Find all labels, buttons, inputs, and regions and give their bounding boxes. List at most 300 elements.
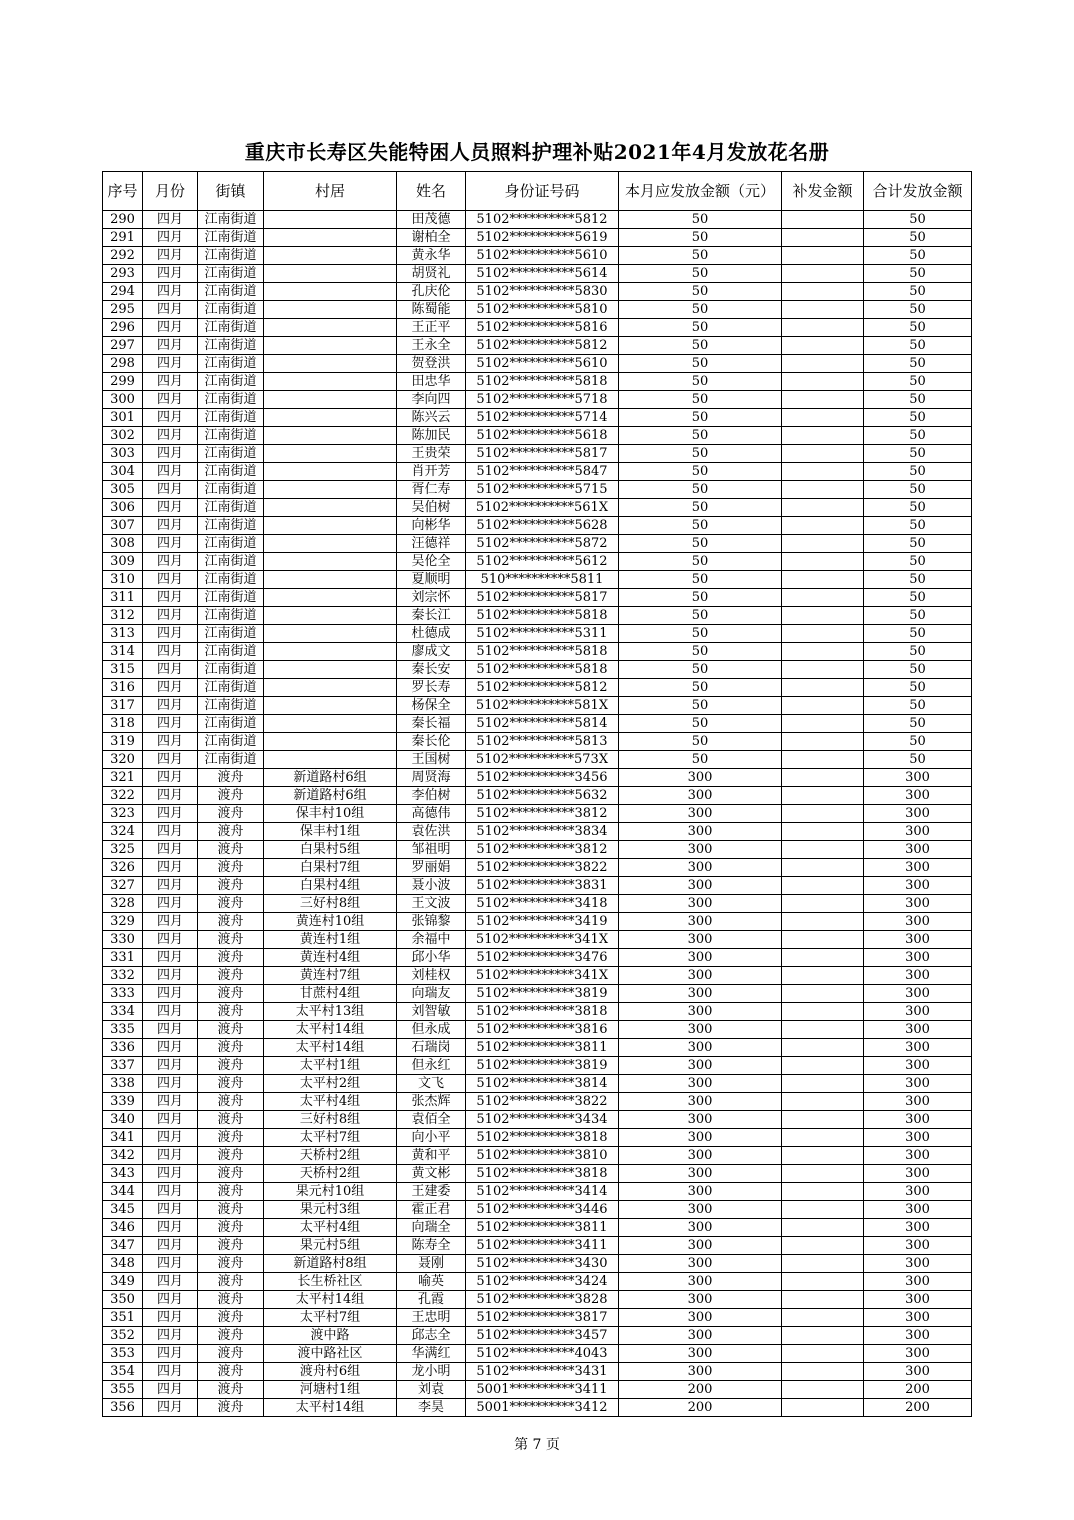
cell-town: 渡舟 [198, 1201, 264, 1219]
cell-village: 太平村7组 [264, 1309, 397, 1327]
cell-town: 渡舟 [198, 769, 264, 787]
cell-monthly-amount: 50 [619, 643, 782, 661]
cell-total: 300 [864, 1309, 972, 1327]
cell-month: 四月 [143, 787, 198, 805]
cell-town: 渡舟 [198, 1237, 264, 1255]
cell-village: 太平村14组 [264, 1399, 397, 1417]
cell-town: 渡舟 [198, 1363, 264, 1381]
cell-month: 四月 [143, 517, 198, 535]
cell-monthly-amount: 300 [619, 787, 782, 805]
cell-id-number: 5102**********561X [466, 499, 619, 517]
cell-name: 汪德祥 [397, 535, 466, 553]
cell-month: 四月 [143, 1363, 198, 1381]
cell-village: 黄连村1组 [264, 931, 397, 949]
table-row [103, 931, 972, 949]
cell-name: 向瑞友 [397, 985, 466, 1003]
cell-supplement [782, 337, 864, 355]
cell-monthly-amount: 300 [619, 1057, 782, 1075]
cell-month: 四月 [143, 823, 198, 841]
cell-month: 四月 [143, 409, 198, 427]
cell-index: 315 [103, 661, 143, 679]
cell-total: 300 [864, 931, 972, 949]
cell-supplement [782, 949, 864, 967]
cell-index: 342 [103, 1147, 143, 1165]
cell-town: 渡舟 [198, 1111, 264, 1129]
cell-index: 300 [103, 391, 143, 409]
cell-index: 290 [103, 211, 143, 229]
cell-month: 四月 [143, 481, 198, 499]
cell-name: 余福中 [397, 931, 466, 949]
cell-supplement [782, 1183, 864, 1201]
cell-monthly-amount: 50 [619, 355, 782, 373]
cell-name: 胡贤礼 [397, 265, 466, 283]
cell-id-number: 5102**********3818 [466, 1165, 619, 1183]
cell-index: 344 [103, 1183, 143, 1201]
cell-monthly-amount: 300 [619, 1129, 782, 1147]
table-row [103, 769, 972, 787]
cell-total: 50 [864, 751, 972, 769]
cell-id-number: 5001**********3411 [466, 1381, 619, 1399]
cell-name: 王国树 [397, 751, 466, 769]
cell-index: 331 [103, 949, 143, 967]
table-row [103, 463, 972, 481]
cell-id-number: 5102**********5847 [466, 463, 619, 481]
cell-name: 张杰辉 [397, 1093, 466, 1111]
cell-id-number: 5102**********3430 [466, 1255, 619, 1273]
cell-index: 322 [103, 787, 143, 805]
cell-town: 江南街道 [198, 409, 264, 427]
cell-village: 太平村14组 [264, 1021, 397, 1039]
cell-supplement [782, 409, 864, 427]
cell-total: 300 [864, 1129, 972, 1147]
cell-village: 三好村8组 [264, 895, 397, 913]
cell-total: 300 [864, 859, 972, 877]
cell-monthly-amount: 300 [619, 1255, 782, 1273]
cell-index: 305 [103, 481, 143, 499]
cell-village: 太平村4组 [264, 1093, 397, 1111]
cell-id-number: 5102**********3457 [466, 1327, 619, 1345]
cell-total: 50 [864, 535, 972, 553]
cell-monthly-amount: 300 [619, 859, 782, 877]
cell-month: 四月 [143, 337, 198, 355]
cell-month: 四月 [143, 841, 198, 859]
cell-id-number: 5102**********5816 [466, 319, 619, 337]
cell-village: 白果村5组 [264, 841, 397, 859]
cell-town: 渡舟 [198, 1039, 264, 1057]
cell-town: 江南街道 [198, 589, 264, 607]
cell-supplement [782, 805, 864, 823]
table-row [103, 517, 972, 535]
cell-name: 吴伯树 [397, 499, 466, 517]
cell-village [264, 589, 397, 607]
cell-village [264, 265, 397, 283]
cell-index: 297 [103, 337, 143, 355]
cell-name: 向瑞全 [397, 1219, 466, 1237]
cell-supplement [782, 877, 864, 895]
cell-monthly-amount: 50 [619, 607, 782, 625]
cell-monthly-amount: 300 [619, 1147, 782, 1165]
table-row [103, 625, 972, 643]
cell-supplement [782, 967, 864, 985]
cell-month: 四月 [143, 427, 198, 445]
cell-supplement [782, 607, 864, 625]
table-row [103, 787, 972, 805]
cell-month: 四月 [143, 355, 198, 373]
cell-village: 黄连村7组 [264, 967, 397, 985]
cell-id-number: 5102**********3822 [466, 1093, 619, 1111]
cell-supplement [782, 859, 864, 877]
cell-month: 四月 [143, 877, 198, 895]
cell-monthly-amount: 300 [619, 1273, 782, 1291]
cell-total: 50 [864, 301, 972, 319]
cell-index: 313 [103, 625, 143, 643]
roster-table [102, 171, 972, 1417]
cell-index: 339 [103, 1093, 143, 1111]
cell-monthly-amount: 300 [619, 841, 782, 859]
cell-month: 四月 [143, 1291, 198, 1309]
cell-monthly-amount: 50 [619, 697, 782, 715]
cell-village: 白果村4组 [264, 877, 397, 895]
cell-id-number: 5102**********3818 [466, 1003, 619, 1021]
cell-index: 349 [103, 1273, 143, 1291]
cell-supplement [782, 247, 864, 265]
table-row [103, 985, 972, 1003]
cell-village: 甘蔗村4组 [264, 985, 397, 1003]
cell-town: 江南街道 [198, 571, 264, 589]
cell-id-number: 5102**********3418 [466, 895, 619, 913]
cell-village: 新道路村8组 [264, 1255, 397, 1273]
cell-index: 316 [103, 679, 143, 697]
cell-id-number: 5102**********3834 [466, 823, 619, 841]
cell-supplement [782, 553, 864, 571]
cell-month: 四月 [143, 931, 198, 949]
cell-supplement [782, 319, 864, 337]
cell-name: 向彬华 [397, 517, 466, 535]
cell-monthly-amount: 300 [619, 1111, 782, 1129]
cell-month: 四月 [143, 247, 198, 265]
cell-id-number: 5102**********5818 [466, 373, 619, 391]
col-header-town: 街镇 [198, 172, 264, 211]
cell-monthly-amount: 300 [619, 1201, 782, 1219]
cell-town: 渡舟 [198, 805, 264, 823]
cell-index: 295 [103, 301, 143, 319]
cell-monthly-amount: 300 [619, 931, 782, 949]
cell-id-number: 5102**********5818 [466, 607, 619, 625]
cell-village: 果元村10组 [264, 1183, 397, 1201]
cell-village [264, 535, 397, 553]
cell-supplement [782, 265, 864, 283]
cell-index: 323 [103, 805, 143, 823]
cell-total: 50 [864, 499, 972, 517]
cell-total: 50 [864, 661, 972, 679]
col-header-total: 合计发放金额 [864, 172, 972, 211]
table-row [103, 805, 972, 823]
cell-id-number: 5102**********3822 [466, 859, 619, 877]
cell-village [264, 409, 397, 427]
cell-name: 罗丽娟 [397, 859, 466, 877]
cell-monthly-amount: 300 [619, 1219, 782, 1237]
cell-month: 四月 [143, 535, 198, 553]
cell-name: 聂刚 [397, 1255, 466, 1273]
cell-town: 江南街道 [198, 391, 264, 409]
cell-month: 四月 [143, 1003, 198, 1021]
table-row [103, 661, 972, 679]
cell-name: 袁佰全 [397, 1111, 466, 1129]
table-row [103, 967, 972, 985]
cell-index: 298 [103, 355, 143, 373]
cell-month: 四月 [143, 661, 198, 679]
cell-supplement [782, 751, 864, 769]
cell-village [264, 247, 397, 265]
cell-id-number: 5102**********5872 [466, 535, 619, 553]
cell-index: 317 [103, 697, 143, 715]
cell-id-number: 5102**********3811 [466, 1039, 619, 1057]
cell-id-number: 5102**********4043 [466, 1345, 619, 1363]
cell-total: 50 [864, 445, 972, 463]
cell-total: 300 [864, 1201, 972, 1219]
cell-index: 327 [103, 877, 143, 895]
cell-id-number: 5102**********3819 [466, 985, 619, 1003]
table-row [103, 553, 972, 571]
cell-town: 渡舟 [198, 1075, 264, 1093]
cell-town: 渡舟 [198, 841, 264, 859]
cell-name: 陈寿全 [397, 1237, 466, 1255]
cell-supplement [782, 1237, 864, 1255]
cell-total: 50 [864, 481, 972, 499]
cell-total: 50 [864, 697, 972, 715]
cell-monthly-amount: 300 [619, 1075, 782, 1093]
cell-month: 四月 [143, 1021, 198, 1039]
cell-index: 303 [103, 445, 143, 463]
cell-name: 秦长安 [397, 661, 466, 679]
cell-total: 50 [864, 265, 972, 283]
cell-id-number: 5102**********5813 [466, 733, 619, 751]
col-header-village: 村居 [264, 172, 397, 211]
cell-id-number: 5102**********581X [466, 697, 619, 715]
col-header-supplement: 补发金额 [782, 172, 864, 211]
cell-month: 四月 [143, 1327, 198, 1345]
cell-index: 350 [103, 1291, 143, 1309]
cell-id-number: 5102**********5812 [466, 679, 619, 697]
cell-supplement [782, 895, 864, 913]
table-row [103, 697, 972, 715]
cell-total: 50 [864, 463, 972, 481]
cell-name: 王文波 [397, 895, 466, 913]
cell-town: 江南街道 [198, 625, 264, 643]
cell-id-number: 5102**********5718 [466, 391, 619, 409]
cell-name: 王忠明 [397, 1309, 466, 1327]
cell-monthly-amount: 300 [619, 1039, 782, 1057]
cell-village: 太平村1组 [264, 1057, 397, 1075]
cell-supplement [782, 1165, 864, 1183]
cell-supplement [782, 1039, 864, 1057]
cell-village [264, 463, 397, 481]
cell-monthly-amount: 50 [619, 283, 782, 301]
cell-month: 四月 [143, 1039, 198, 1057]
cell-index: 329 [103, 913, 143, 931]
cell-month: 四月 [143, 751, 198, 769]
table-row [103, 841, 972, 859]
cell-index: 311 [103, 589, 143, 607]
cell-village: 长生桥社区 [264, 1273, 397, 1291]
cell-village: 渡中路社区 [264, 1345, 397, 1363]
cell-index: 307 [103, 517, 143, 535]
table-row [103, 1399, 972, 1417]
cell-town: 渡舟 [198, 895, 264, 913]
cell-id-number: 5102**********3434 [466, 1111, 619, 1129]
cell-index: 309 [103, 553, 143, 571]
cell-supplement [782, 1129, 864, 1147]
cell-town: 江南街道 [198, 607, 264, 625]
cell-name: 孔庆伦 [397, 283, 466, 301]
cell-id-number: 5102**********3819 [466, 1057, 619, 1075]
cell-index: 318 [103, 715, 143, 733]
cell-supplement [782, 1093, 864, 1111]
cell-supplement [782, 283, 864, 301]
table-row [103, 1309, 972, 1327]
cell-index: 341 [103, 1129, 143, 1147]
cell-total: 300 [864, 1219, 972, 1237]
cell-monthly-amount: 300 [619, 967, 782, 985]
cell-village [264, 211, 397, 229]
cell-id-number: 5102**********5830 [466, 283, 619, 301]
cell-supplement [782, 1255, 864, 1273]
cell-id-number: 5102**********3431 [466, 1363, 619, 1381]
cell-month: 四月 [143, 589, 198, 607]
cell-supplement [782, 427, 864, 445]
cell-total: 300 [864, 1057, 972, 1075]
cell-total: 50 [864, 679, 972, 697]
cell-monthly-amount: 200 [619, 1381, 782, 1399]
cell-village [264, 427, 397, 445]
cell-name: 邱小华 [397, 949, 466, 967]
cell-monthly-amount: 50 [619, 337, 782, 355]
cell-id-number: 5102**********5628 [466, 517, 619, 535]
table-row [103, 1201, 972, 1219]
cell-month: 四月 [143, 859, 198, 877]
cell-id-number: 5102**********5812 [466, 211, 619, 229]
cell-village: 果元村3组 [264, 1201, 397, 1219]
cell-month: 四月 [143, 445, 198, 463]
cell-month: 四月 [143, 949, 198, 967]
cell-monthly-amount: 50 [619, 625, 782, 643]
cell-total: 50 [864, 625, 972, 643]
cell-supplement [782, 1381, 864, 1399]
cell-name: 但永红 [397, 1057, 466, 1075]
cell-name: 但永成 [397, 1021, 466, 1039]
cell-total: 50 [864, 391, 972, 409]
cell-town: 渡舟 [198, 1399, 264, 1417]
cell-town: 江南街道 [198, 463, 264, 481]
cell-id-number: 5001**********3412 [466, 1399, 619, 1417]
cell-name: 黄文彬 [397, 1165, 466, 1183]
cell-index: 314 [103, 643, 143, 661]
cell-month: 四月 [143, 1273, 198, 1291]
cell-town: 渡舟 [198, 1309, 264, 1327]
cell-index: 343 [103, 1165, 143, 1183]
cell-name: 贺登洪 [397, 355, 466, 373]
cell-id-number: 5102**********3828 [466, 1291, 619, 1309]
cell-village: 太平村4组 [264, 1219, 397, 1237]
cell-monthly-amount: 300 [619, 1309, 782, 1327]
cell-total: 50 [864, 715, 972, 733]
cell-town: 渡舟 [198, 1165, 264, 1183]
cell-supplement [782, 1291, 864, 1309]
cell-village [264, 283, 397, 301]
cell-id-number: 5102**********5817 [466, 589, 619, 607]
cell-index: 319 [103, 733, 143, 751]
cell-month: 四月 [143, 1165, 198, 1183]
cell-name: 邹祖明 [397, 841, 466, 859]
cell-town: 渡舟 [198, 1021, 264, 1039]
cell-supplement [782, 229, 864, 247]
table-row [103, 301, 972, 319]
cell-month: 四月 [143, 301, 198, 319]
table-row [103, 607, 972, 625]
cell-total: 50 [864, 373, 972, 391]
cell-supplement [782, 391, 864, 409]
cell-monthly-amount: 50 [619, 499, 782, 517]
table-row [103, 1345, 972, 1363]
cell-monthly-amount: 300 [619, 1093, 782, 1111]
cell-supplement [782, 355, 864, 373]
cell-id-number: 5102**********3812 [466, 841, 619, 859]
cell-total: 50 [864, 229, 972, 247]
cell-index: 328 [103, 895, 143, 913]
cell-monthly-amount: 300 [619, 1183, 782, 1201]
cell-monthly-amount: 50 [619, 589, 782, 607]
cell-index: 325 [103, 841, 143, 859]
cell-total: 300 [864, 913, 972, 931]
table-row [103, 1003, 972, 1021]
cell-index: 334 [103, 1003, 143, 1021]
cell-month: 四月 [143, 913, 198, 931]
cell-id-number: 5102**********5632 [466, 787, 619, 805]
cell-monthly-amount: 300 [619, 895, 782, 913]
cell-supplement [782, 499, 864, 517]
table-row [103, 1021, 972, 1039]
cell-monthly-amount: 50 [619, 247, 782, 265]
cell-town: 渡舟 [198, 913, 264, 931]
cell-village [264, 607, 397, 625]
table-row [103, 643, 972, 661]
cell-town: 渡舟 [198, 1219, 264, 1237]
cell-town: 江南街道 [198, 301, 264, 319]
cell-id-number: 5102**********3811 [466, 1219, 619, 1237]
cell-index: 326 [103, 859, 143, 877]
cell-index: 340 [103, 1111, 143, 1129]
cell-monthly-amount: 50 [619, 733, 782, 751]
table-row [103, 319, 972, 337]
cell-supplement [782, 211, 864, 229]
cell-id-number: 5102**********5610 [466, 247, 619, 265]
cell-town: 江南街道 [198, 517, 264, 535]
cell-supplement [782, 931, 864, 949]
cell-supplement [782, 301, 864, 319]
cell-name: 杨保全 [397, 697, 466, 715]
cell-total: 300 [864, 1345, 972, 1363]
cell-month: 四月 [143, 967, 198, 985]
cell-id-number: 5102**********5817 [466, 445, 619, 463]
cell-monthly-amount: 50 [619, 409, 782, 427]
cell-index: 294 [103, 283, 143, 301]
cell-month: 四月 [143, 1147, 198, 1165]
table-row [103, 877, 972, 895]
cell-monthly-amount: 300 [619, 949, 782, 967]
cell-total: 50 [864, 319, 972, 337]
table-row [103, 1273, 972, 1291]
cell-total: 300 [864, 877, 972, 895]
